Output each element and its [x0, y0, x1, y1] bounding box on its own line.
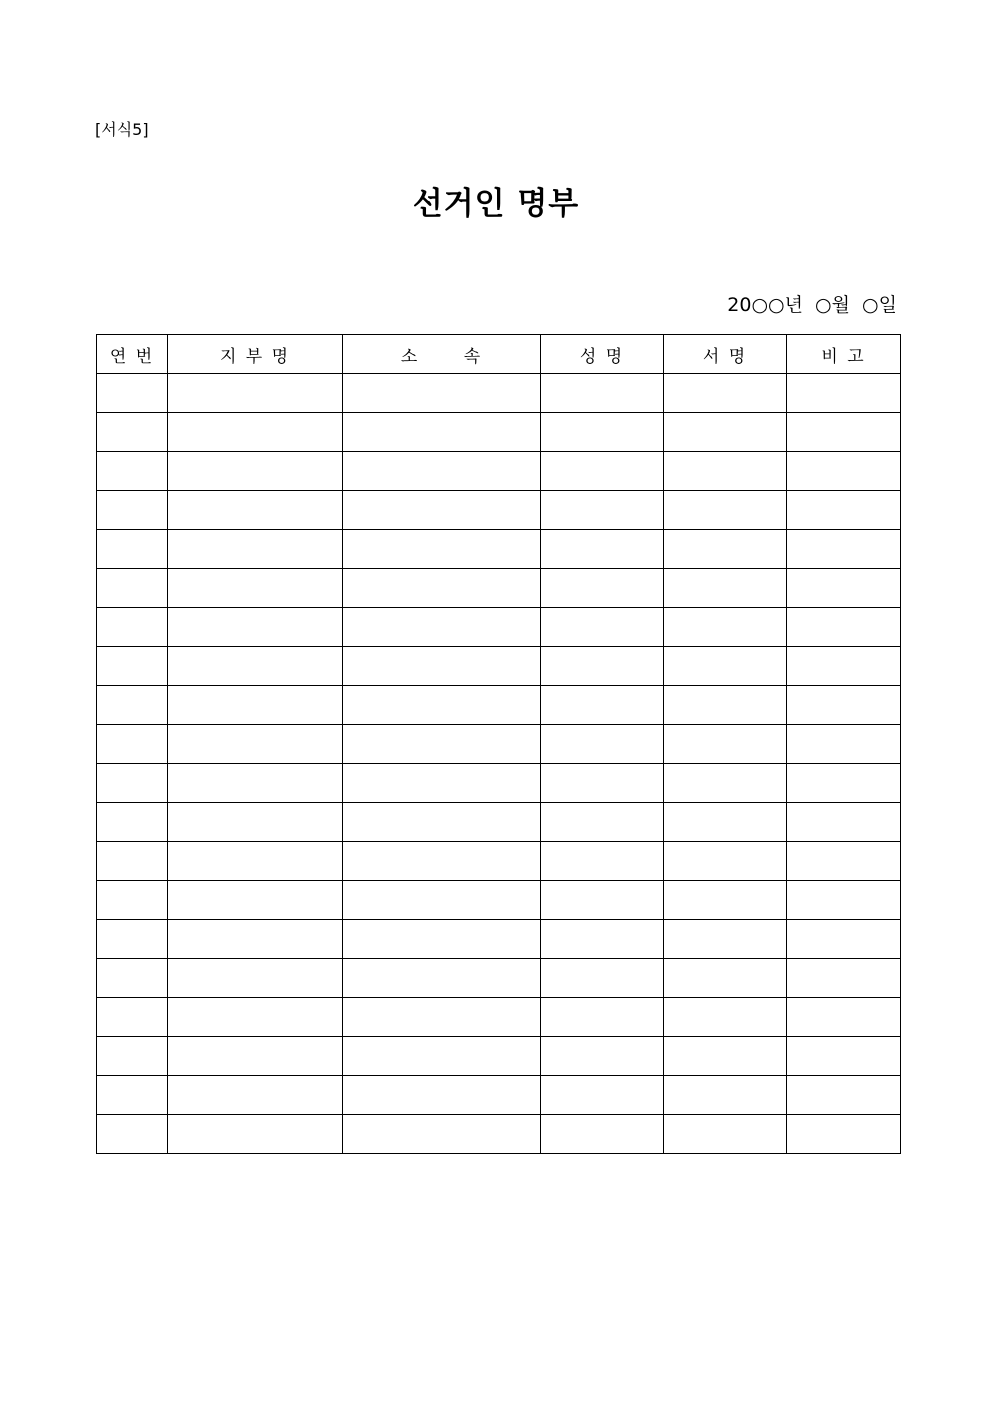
remarks-cell: [787, 1115, 901, 1154]
table-row: [97, 686, 901, 725]
branch-name-cell: [168, 686, 343, 725]
serial-number-cell: [97, 959, 168, 998]
signature-cell: [664, 530, 787, 569]
signature-cell: [664, 569, 787, 608]
document-date: 20○○년 ○월 ○일: [727, 294, 897, 316]
remarks-cell: [787, 1037, 901, 1076]
remarks-cell: [787, 530, 901, 569]
name-cell: [541, 452, 664, 491]
branch-name-cell: [168, 920, 343, 959]
signature-cell: [664, 686, 787, 725]
serial-number-cell: [97, 569, 168, 608]
table-row: [97, 647, 901, 686]
serial-number-cell: [97, 764, 168, 803]
table-row: [97, 413, 901, 452]
table-row: [97, 452, 901, 491]
branch-name-cell: [168, 647, 343, 686]
signature-cell: [664, 647, 787, 686]
remarks-cell: [787, 491, 901, 530]
remarks-cell: [787, 413, 901, 452]
serial-number-cell: [97, 491, 168, 530]
name-cell: [541, 1076, 664, 1115]
affiliation-cell: [343, 1115, 541, 1154]
branch-name-cell: [168, 803, 343, 842]
table-row: [97, 1037, 901, 1076]
remarks-cell: [787, 647, 901, 686]
table-row: [97, 881, 901, 920]
serial-number-cell: [97, 647, 168, 686]
table-row: [97, 959, 901, 998]
name-cell: [541, 881, 664, 920]
table-row: [97, 608, 901, 647]
affiliation-cell: [343, 530, 541, 569]
remarks-cell: [787, 803, 901, 842]
affiliation-cell: [343, 842, 541, 881]
affiliation-cell: [343, 686, 541, 725]
affiliation-cell: [343, 647, 541, 686]
header-affiliation: 소 속: [343, 335, 541, 374]
serial-number-cell: [97, 530, 168, 569]
remarks-cell: [787, 920, 901, 959]
name-cell: [541, 842, 664, 881]
remarks-cell: [787, 374, 901, 413]
branch-name-cell: [168, 725, 343, 764]
branch-name-cell: [168, 998, 343, 1037]
table-row: [97, 764, 901, 803]
table-row: [97, 803, 901, 842]
name-cell: [541, 647, 664, 686]
branch-name-cell: [168, 764, 343, 803]
affiliation-cell: [343, 1076, 541, 1115]
affiliation-cell: [343, 920, 541, 959]
affiliation-cell: [343, 452, 541, 491]
header-remarks: 비 고: [787, 335, 901, 374]
remarks-cell: [787, 725, 901, 764]
name-cell: [541, 413, 664, 452]
header-serial-number: 연 번: [97, 335, 168, 374]
table-header-row: [97, 335, 901, 374]
table-row: [97, 374, 901, 413]
signature-cell: [664, 959, 787, 998]
signature-cell: [664, 374, 787, 413]
affiliation-cell: [343, 998, 541, 1037]
branch-name-cell: [168, 569, 343, 608]
affiliation-cell: [343, 725, 541, 764]
table-row: [97, 491, 901, 530]
serial-number-cell: [97, 881, 168, 920]
name-cell: [541, 686, 664, 725]
name-cell: [541, 803, 664, 842]
branch-name-cell: [168, 1037, 343, 1076]
branch-name-cell: [168, 491, 343, 530]
signature-cell: [664, 998, 787, 1037]
affiliation-cell: [343, 803, 541, 842]
name-cell: [541, 1115, 664, 1154]
affiliation-cell: [343, 959, 541, 998]
table-row: [97, 530, 901, 569]
signature-cell: [664, 1076, 787, 1115]
branch-name-cell: [168, 413, 343, 452]
serial-number-cell: [97, 803, 168, 842]
name-cell: [541, 998, 664, 1037]
signature-cell: [664, 1037, 787, 1076]
header-signature: 서 명: [664, 335, 787, 374]
serial-number-cell: [97, 1115, 168, 1154]
name-cell: [541, 764, 664, 803]
signature-cell: [664, 1115, 787, 1154]
table-row: [97, 998, 901, 1037]
signature-cell: [664, 842, 787, 881]
remarks-cell: [787, 608, 901, 647]
serial-number-cell: [97, 1076, 168, 1115]
name-cell: [541, 374, 664, 413]
table-row: [97, 842, 901, 881]
name-cell: [541, 1037, 664, 1076]
branch-name-cell: [168, 452, 343, 491]
signature-cell: [664, 764, 787, 803]
affiliation-cell: [343, 491, 541, 530]
name-cell: [541, 530, 664, 569]
name-cell: [541, 920, 664, 959]
branch-name-cell: [168, 881, 343, 920]
serial-number-cell: [97, 1037, 168, 1076]
affiliation-cell: [343, 608, 541, 647]
name-cell: [541, 491, 664, 530]
serial-number-cell: [97, 608, 168, 647]
branch-name-cell: [168, 374, 343, 413]
serial-number-cell: [97, 920, 168, 959]
name-cell: [541, 725, 664, 764]
remarks-cell: [787, 959, 901, 998]
serial-number-cell: [97, 998, 168, 1037]
name-cell: [541, 959, 664, 998]
affiliation-cell: [343, 881, 541, 920]
serial-number-cell: [97, 413, 168, 452]
branch-name-cell: [168, 842, 343, 881]
header-branch-name: 지 부 명: [168, 335, 343, 374]
table-body: [97, 374, 901, 1154]
table-row: [97, 1115, 901, 1154]
remarks-cell: [787, 686, 901, 725]
voter-roster-table: [96, 334, 901, 1154]
branch-name-cell: [168, 1076, 343, 1115]
affiliation-cell: [343, 1037, 541, 1076]
serial-number-cell: [97, 452, 168, 491]
signature-cell: [664, 608, 787, 647]
remarks-cell: [787, 881, 901, 920]
signature-cell: [664, 881, 787, 920]
signature-cell: [664, 491, 787, 530]
signature-cell: [664, 725, 787, 764]
branch-name-cell: [168, 1115, 343, 1154]
remarks-cell: [787, 764, 901, 803]
serial-number-cell: [97, 842, 168, 881]
header-name: 성 명: [541, 335, 664, 374]
branch-name-cell: [168, 530, 343, 569]
affiliation-cell: [343, 413, 541, 452]
affiliation-cell: [343, 374, 541, 413]
signature-cell: [664, 452, 787, 491]
table-row: [97, 725, 901, 764]
signature-cell: [664, 920, 787, 959]
signature-cell: [664, 803, 787, 842]
affiliation-cell: [343, 569, 541, 608]
table-row: [97, 920, 901, 959]
table-row: [97, 569, 901, 608]
remarks-cell: [787, 569, 901, 608]
branch-name-cell: [168, 608, 343, 647]
branch-name-cell: [168, 959, 343, 998]
document-title: 선거인 명부: [412, 186, 580, 222]
remarks-cell: [787, 452, 901, 491]
signature-cell: [664, 413, 787, 452]
name-cell: [541, 569, 664, 608]
serial-number-cell: [97, 686, 168, 725]
serial-number-cell: [97, 725, 168, 764]
remarks-cell: [787, 842, 901, 881]
remarks-cell: [787, 1076, 901, 1115]
affiliation-cell: [343, 764, 541, 803]
table-row: [97, 1076, 901, 1115]
form-number-label: [서식5]: [95, 120, 149, 139]
remarks-cell: [787, 998, 901, 1037]
serial-number-cell: [97, 374, 168, 413]
name-cell: [541, 608, 664, 647]
